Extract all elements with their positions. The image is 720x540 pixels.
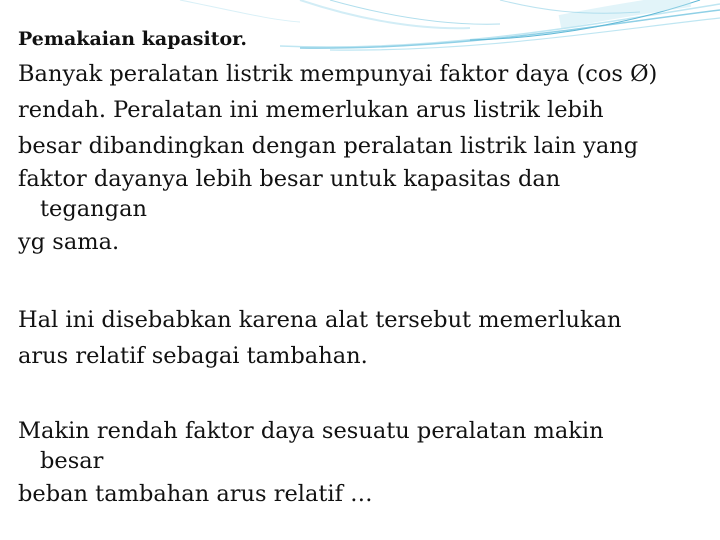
paragraph-line: Makin rendah faktor daya sesuatu peralatan makin — [18, 418, 604, 444]
paragraph-line: besar dibandingkan dengan peralatan listrik lain yang — [18, 133, 639, 159]
paragraph-1 — [18, 56, 708, 260]
slide-body — [18, 22, 708, 512]
paragraph-3 — [18, 416, 708, 512]
paragraph-line: yg sama. — [18, 229, 120, 255]
paragraph-line: rendah. Peralatan ini memerlukan arus listrik lebih — [18, 97, 604, 123]
paragraph-line-wrapped: tegangan — [40, 196, 147, 222]
paragraph-line: faktor dayanya lebih besar untuk kapasitas dan — [18, 166, 561, 192]
slide-heading: Pemakaian kapasitor. — [18, 28, 248, 50]
paragraph-line: arus relatif sebagai tambahan. — [18, 343, 368, 369]
paragraph-2 — [18, 302, 708, 374]
paragraph-line: Banyak peralatan listrik mempunyai faktor daya (cos Ø) — [18, 61, 658, 87]
paragraph-line: beban tambahan arus relatif … — [18, 481, 373, 507]
paragraph-line-wrapped: besar — [40, 448, 104, 474]
paragraph-line: Hal ini disebabkan karena alat tersebut memerlukan — [18, 307, 622, 333]
